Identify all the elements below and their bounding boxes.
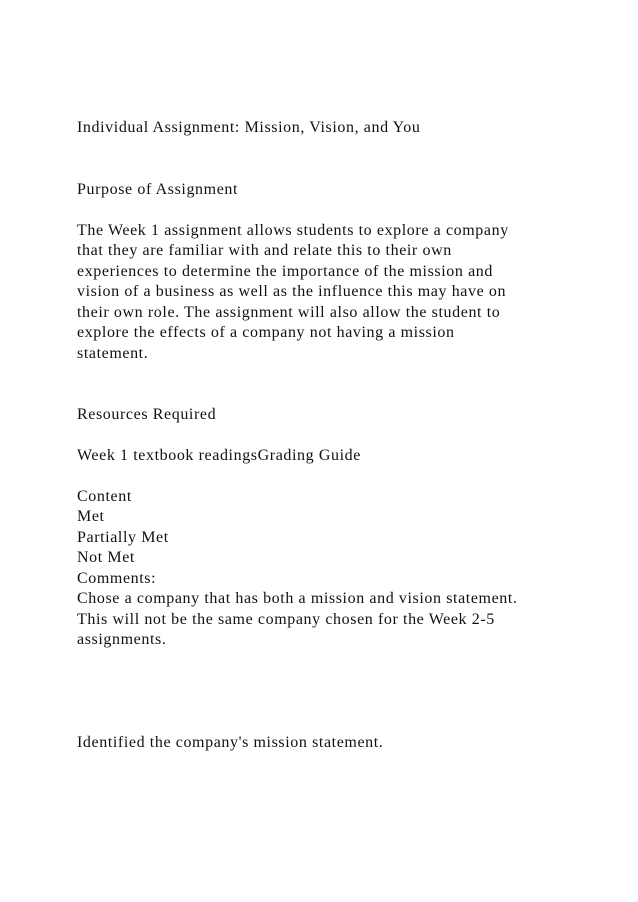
grading-label-comments: Comments: [77,570,157,587]
purpose-heading: Purpose of Assignment [77,181,239,198]
purpose-line: explore the effects of a company not having a mission [77,324,455,341]
purpose-line: vision of a business as well as the influence this may have on [77,283,507,300]
grading-label-partially-met: Partially Met [77,529,169,546]
purpose-line: statement. [77,345,149,362]
grading-label-content: Content [77,488,132,505]
purpose-line: experiences to determine the importance of the mission and [77,263,494,280]
resources-line: Week 1 textbook readingsGrading Guide [77,447,361,464]
criterion-line: This will not be the same company chosen for the Week 2-5 [77,611,495,628]
criterion-line: Identified the company's mission statement. [77,734,384,751]
purpose-line: The Week 1 assignment allows students to explore a company [77,222,509,239]
grading-label-met: Met [77,508,105,525]
resources-heading: Resources Required [77,406,217,423]
purpose-line: their own role. The assignment will also allow the student to [77,304,501,321]
grading-label-not-met: Not Met [77,549,135,566]
purpose-line: that they are familiar with and relate this to their own [77,242,452,259]
criterion-line: assignments. [77,631,167,648]
document-title: Individual Assignment: Mission, Vision, and You [77,119,421,136]
criterion-line: Chose a company that has both a mission and vision statement. [77,590,518,607]
